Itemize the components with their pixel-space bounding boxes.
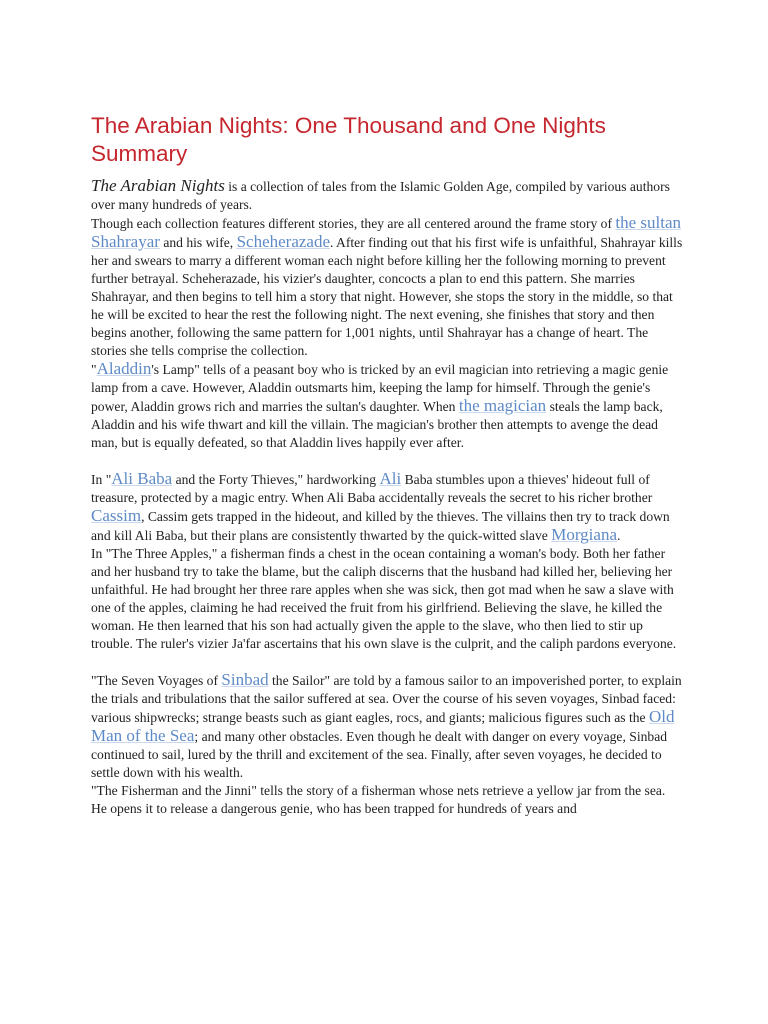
aladdin-text-1: ": [91, 362, 97, 377]
link-aladdin[interactable]: Aladdin: [96, 359, 152, 378]
link-shahrayar[interactable]: Shahrayar: [91, 232, 160, 251]
page-title: The Arabian Nights: One Thousand and One Nights Summary: [91, 113, 606, 166]
aladdin-text-2: 's Lamp" tells of a peasant boy who is tricked by an evil magician into retrieving a magic genie lamp from a cave. However, Aladdin outsmarts him, keeping the lamp for himself. Through the genie's power, Aladdin grows rich and marries the sultan's daughter. When: [91, 362, 669, 414]
fisherman-paragraph: "The Fisherman and the Jinni" tells the story of a fisherman whose nets retrieve a yellow jar from the sea. He opens it to release a dangerous genie, who has been trapped for hundreds of years and: [91, 783, 666, 816]
ali-baba-text-5: .: [617, 528, 621, 543]
sinbad-text-1: "The Seven Voyages of: [91, 673, 222, 688]
link-ali-baba[interactable]: Ali Baba: [111, 469, 173, 488]
frame-story-text-2: and his wife,: [159, 235, 237, 250]
sinbad-text-2: the Sailor" are told by a famous sailor to an impoverished porter, to explain the trials and tribulations that the sailor suffered at sea. Over the course of his seven voyages, Sinbad faced: various shipwrecks; strange beasts such as giant eagles, rocs, and giants; malicious figures such as the: [91, 673, 682, 725]
ali-baba-text-1: In ": [91, 472, 112, 487]
book-title-italic: The Arabian Nights: [91, 176, 225, 195]
ali-baba-text-3: Baba stumbles upon a thieves' hideout full of treasure, protected by a magic entry. When Ali Baba accidentally reveals the secret to his richer brother: [91, 472, 653, 505]
intro-paragraph: [91, 177, 683, 214]
link-sinbad[interactable]: Sinbad: [221, 670, 269, 689]
frame-story-paragraph: [91, 214, 683, 360]
aladdin-text-3: steals the lamp back, Aladdin and his wife thwart and kill the villain. The magician's brother then attempts to avenge the dead man, but is equally defeated, so that Aladdin lives happily ever after.: [91, 399, 663, 450]
ali-baba-text-2: and the Forty Thieves," hardworking: [172, 472, 380, 487]
frame-story-text-1: Though each collection features different stories, they are all centered around the frame story of: [91, 216, 616, 231]
paragraph-spacer: [91, 653, 683, 671]
link-old-man-of-the-sea[interactable]: Old Man of the Sea: [91, 707, 675, 745]
link-the-magician[interactable]: the magician: [458, 396, 547, 415]
aladdin-paragraph: [91, 360, 683, 452]
paragraph-spacer: [91, 452, 683, 470]
ali-baba-text-4: , Cassim gets trapped in the hideout, and killed by the thieves. The villains then try to track down and kill Ali Baba, but their plans are consistently thwarted by the quick-witted slave: [91, 509, 670, 543]
link-cassim[interactable]: Cassim: [91, 506, 142, 525]
sinbad-paragraph: [91, 671, 683, 782]
three-apples-paragraph: In "The Three Apples," a fisherman finds a chest in the ocean containing a woman's body. Both her father and her husband try to take the blame, but the caliph discerns that the husband had killed her, believing her unfaithful. He had brought her three rare apples when she was sick, then got mad when he saw a slave with one of the apples, claiming he had received the fruit from his girlfriend. Believing the slave, he killed the woman. He then learned that his son had actually given the apple to the slave, who then lied to stir up trouble. The ruler's vizier Ja'far ascertains that his own slave is the culprit, and the caliph pardons everyone.: [91, 546, 677, 651]
link-morgiana[interactable]: Morgiana: [551, 525, 617, 544]
document-content: [91, 112, 683, 818]
link-scheherazade[interactable]: Scheherazade: [236, 232, 330, 251]
link-the-sultan[interactable]: the sultan: [615, 213, 682, 232]
frame-story-text-3: . After finding out that his first wife is unfaithful, Shahrayar kills her and swears to marry a different woman each night before killing her the following morning to prevent further betrayal. Scheherazade, his vizier's daughter, concocts a plan to end this pattern. She marries Shahrayar, and then begins to tell him a story that night. However, she stops the story in the middle, so that he will be excited to hear the rest the following night. The next evening, she finishes that story and then begins another, following the same pattern for 1,001 nights, until Shahrayar has a change of heart. The stories she tells comprise the collection.: [91, 235, 683, 358]
sinbad-text-3: ; and many other obstacles. Even though he dealt with danger on every voyage, Sinbad continued to sail, lured by the thrill and excitement of the sea. Finally, after seven voyages, he decided to settle down with his wealth.: [91, 729, 668, 780]
intro-text: is a collection of tales from the Islamic Golden Age, compiled by various authors over many hundreds of years.: [91, 179, 670, 212]
link-ali[interactable]: Ali: [379, 469, 402, 488]
ali-baba-paragraph: [91, 470, 683, 545]
